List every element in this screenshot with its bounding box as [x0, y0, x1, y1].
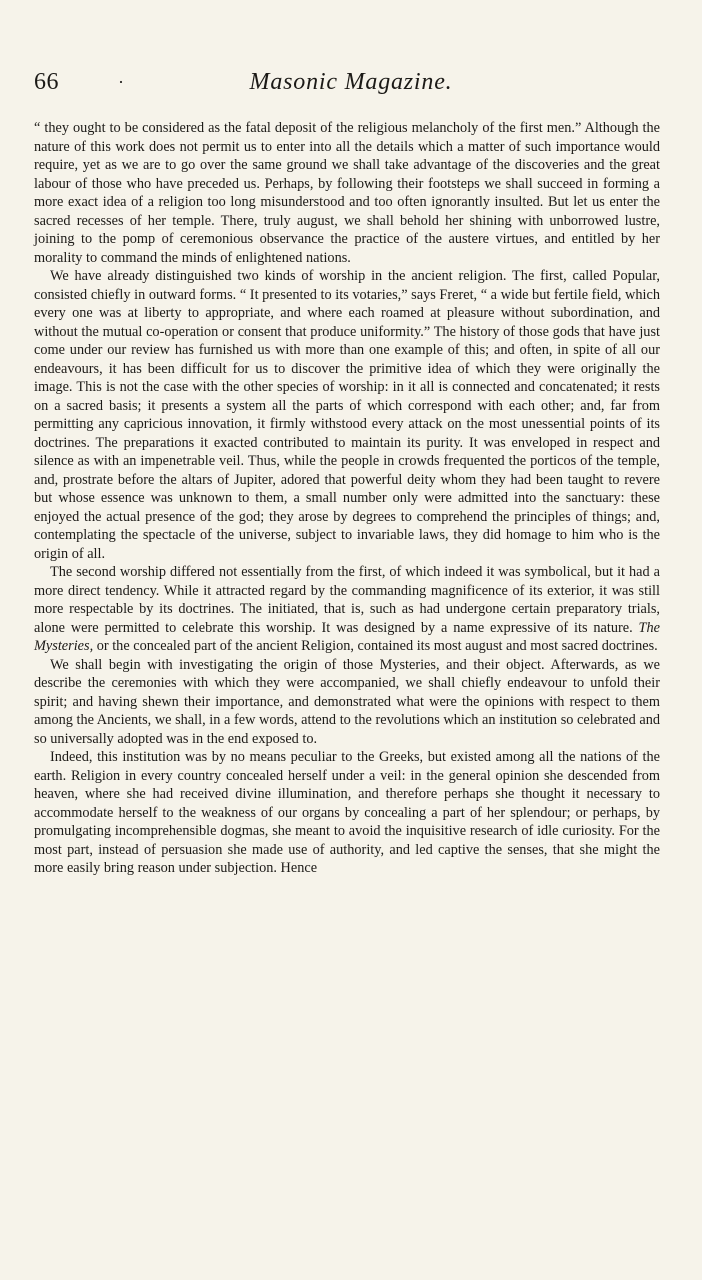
paragraph-3 — [34, 563, 660, 656]
page-number: 66 — [34, 69, 59, 95]
paragraph-4: We shall begin with investigating the origin of those Mysteries, and their object. Afterwards, as we describe the ceremonies with which they were accompanied, we shall chiefly endeavour to unfold their spirit; and having shewn their importance, and demonstrated what were the opinions with respect to them among the Ancients, we shall, in a few words, attend to the revolutions which an institution so celebrated and so universally adopted was in the end exposed to. — [34, 656, 660, 747]
article-body — [34, 119, 660, 878]
running-title: Masonic Magazine. — [249, 69, 453, 95]
page-header — [34, 64, 668, 100]
paragraph-1: “ they ought to be considered as the fatal deposit of the religious melancholy of the first men.” Although the nature of this work does not permit us to enter into all the details which a matter of such importance would require, yet as we are to go over the same ground we shall take advantage of the discoveries and the great labour of those who have preceded us. Perhaps, by following their footsteps we shall succeed in forming a more exact idea of a religion too long misunderstood and too often ignorantly insulted. But let us enter the sacred recesses of her temple. There, truly august, we shall behold her shining with unborrowed lustre, joining to the pomp of ceremonious observance the practice of the austere virtues, and entitled by her morality to command the minds of enlightened nations. — [34, 120, 660, 266]
paragraph-3-text-after: or the concealed part of the ancient Religion, contained its most august and most sacred doctrines. — [93, 638, 658, 654]
paragraph-3-text-before: The second worship differed not essentially from the first, of which indeed it was symbolical, but it had a more direct tendency. While it attracted regard by the commanding magnificence of its exterior, it was still more respectable by its doctrines. The initiated, that is, such as had undergone certain preparatory trials, alone were permitted to celebrate this worship. It was designed by a name expressive of its nature. — [34, 564, 660, 636]
paragraph-2: We have already distinguished two kinds of worship in the ancient religion. The first, called Popular, consisted chiefly in outward forms. “ It presented to its votaries,” says Freret, “ a wide but fertile field, which every one was at liberty to appropriate, and where each roamed at pleasure without subordination, and without the mutual co-operation or consent that produce uniformity.” The history of those gods that have just come under our review has furnished us with more than one example of this; and often, in spite of all our endeavours, it has been difficult for us to discover the primitive idea of which they were originally the image. This is not the case with the other species of worship: in it all is connected and concatenated; it rests on a sacred basis; it presents a system all the parts of which correspond with each other; and, far from permitting any capricious innovation, it firmly withstood every attack on the most unessential points of its doctrines. The preparations it exacted contributed to maintain its purity. It was enveloped in respect and silence as with an impenetrable veil. Thus, while the people in crowds frequented the porticos of the temple, and, prostrate before the altars of Jupiter, adored that powerful deity whom they had been taught to revere but whose essence was unknown to them, a small number only were admitted into the sanctuary: these enjoyed the actual presence of the god; they arose by degrees to comprehend the principles of things; and, contemplating the spectacle of the universe, subject to invariable laws, they did homage to him who is the origin of all. — [34, 268, 660, 562]
header-dot: · — [118, 72, 124, 92]
paragraph-5: Indeed, this institution was by no means peculiar to the Greeks, but existed among all the nations of the earth. Religion in every country concealed herself under a veil: in the general opinion she descended from heaven, where she had received divine illumination, and therefore perhaps she thought it necessary to accommodate herself to the weakness of our organs by concealing a part of her splendour; or perhaps, by promulgating incomprehensible dogmas, she meant to avoid the inquisitive research of idle curiosity. For the most part, instead of persuasion she made use of authority, and led captive the senses, that she might the more easily bring reason under subjection. Hence — [34, 749, 660, 876]
mysteries-italic-term: The Mysteries, — [34, 619, 660, 654]
